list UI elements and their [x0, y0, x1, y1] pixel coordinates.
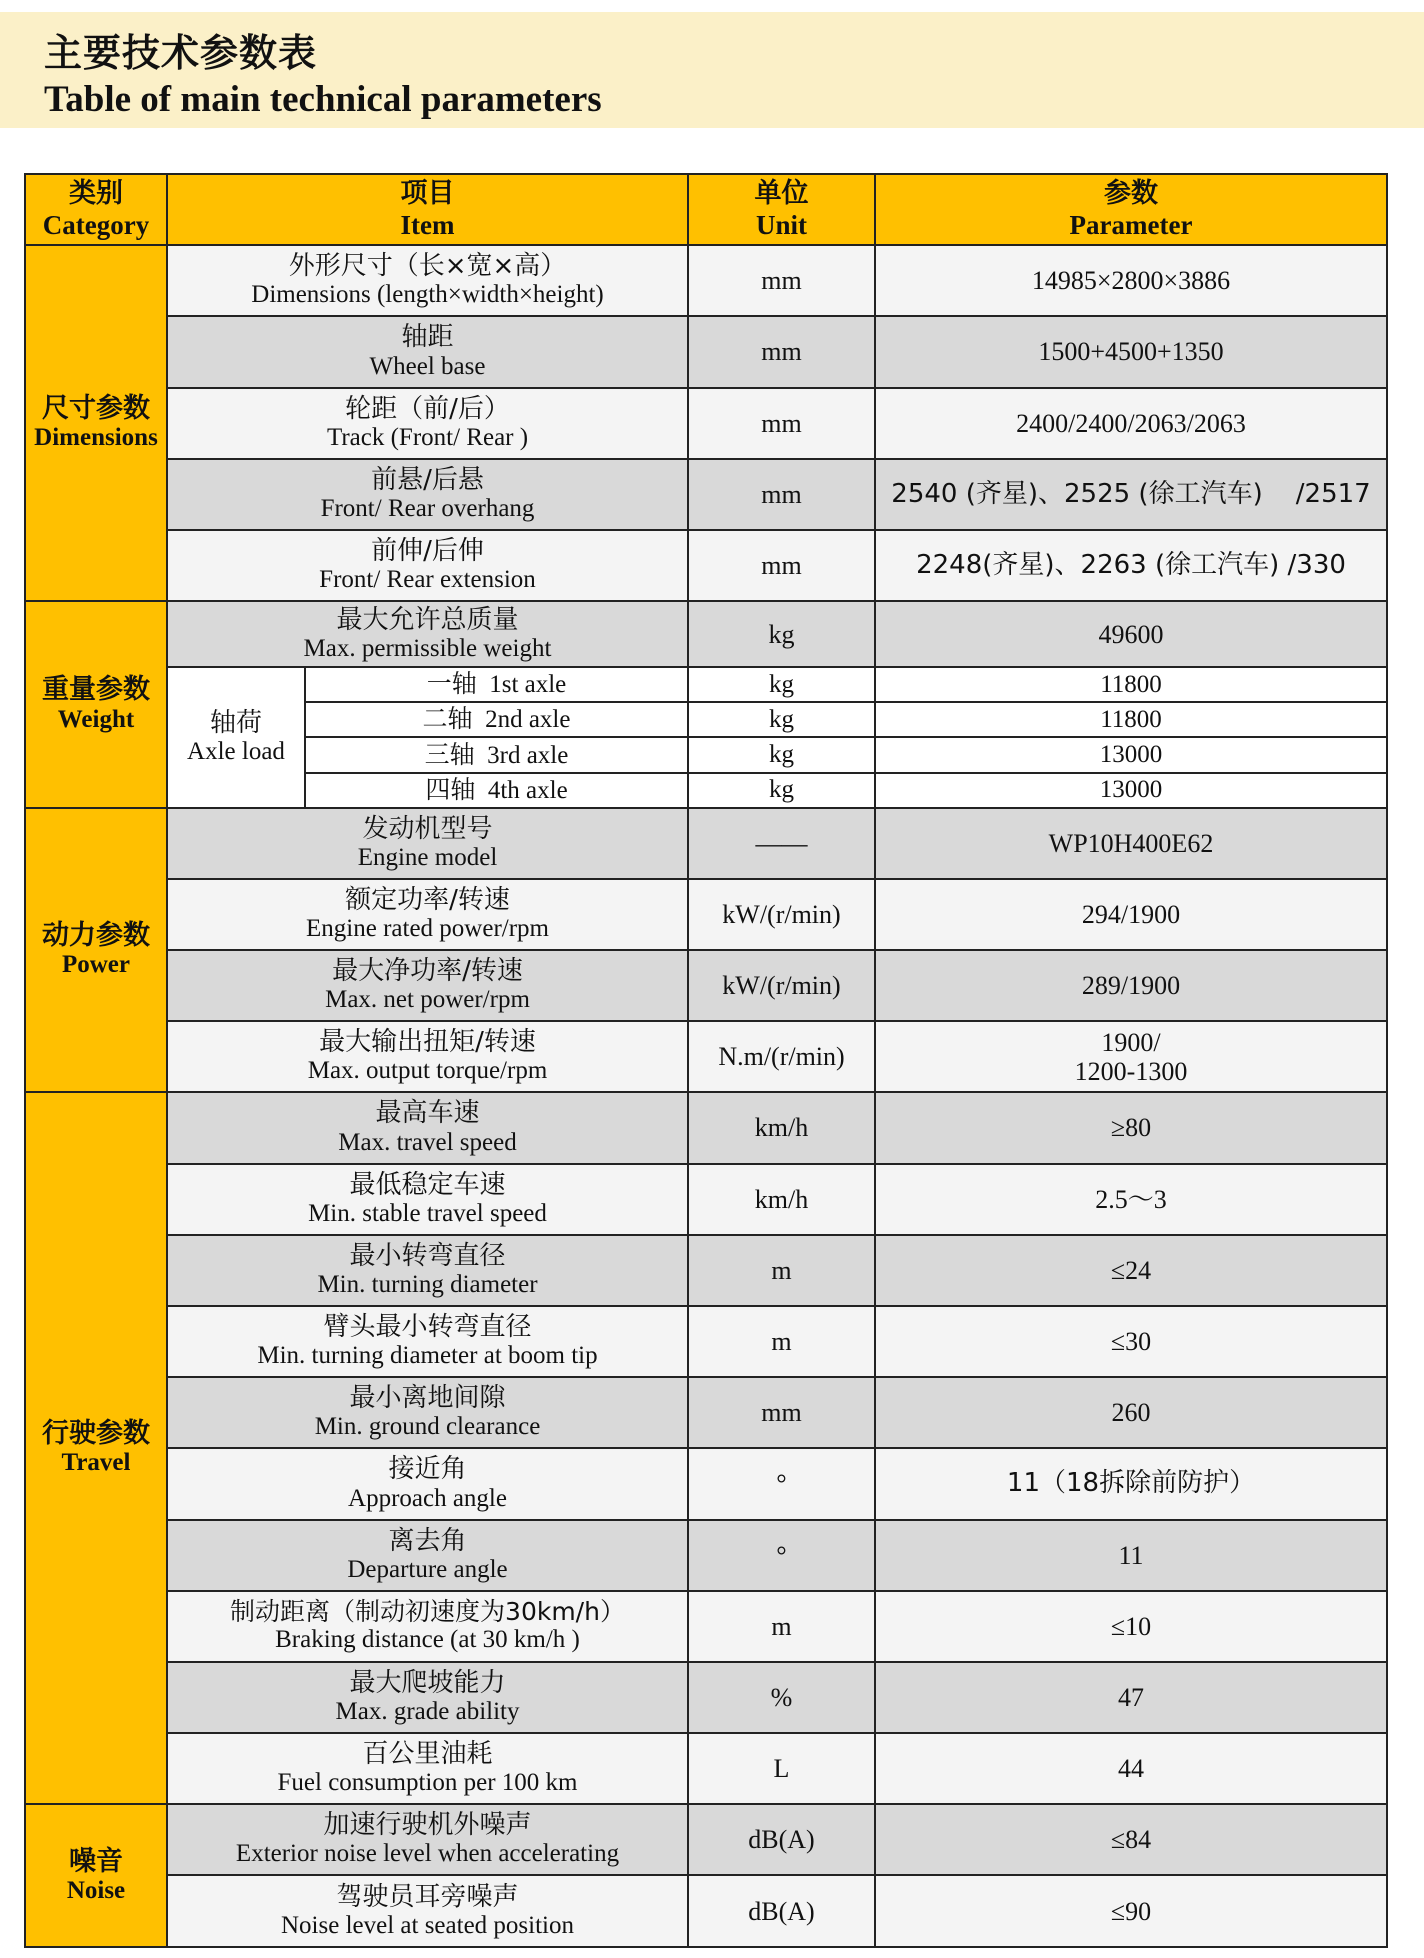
item-cell: [167, 1804, 688, 1875]
axle-load-cn: 轴荷: [209, 707, 262, 738]
unit-cell: kg: [688, 667, 875, 702]
table-row: [25, 1591, 1387, 1662]
item-en: Max. output torque/rpm: [307, 1057, 548, 1085]
item-cell: [167, 245, 688, 316]
page-title-chinese: 主要技术参数表: [44, 31, 318, 75]
header-unit-en: Unit: [755, 209, 807, 240]
table-row: [25, 1377, 1387, 1448]
item-cell: [167, 1448, 688, 1519]
table-row: [25, 950, 1387, 1021]
parameter-value: 11（18拆除前防护）: [1006, 1468, 1256, 1499]
item-en: Engine model: [357, 843, 498, 871]
category-en: Dimensions: [34, 424, 158, 452]
item-en: Max. grade ability: [335, 1698, 520, 1726]
parameter-cell: 14985×2800×3886: [875, 245, 1387, 316]
axle-en: 3rd axle: [487, 741, 569, 769]
item-cell: [167, 1235, 688, 1306]
table-row: [25, 316, 1387, 387]
table-row: [25, 1164, 1387, 1235]
unit-cell: mm: [688, 388, 875, 459]
header-parameter-en: Parameter: [1069, 209, 1193, 240]
table-row: [25, 1662, 1387, 1733]
parameter-cell: WP10H400E62: [875, 808, 1387, 879]
item-en: Front/ Rear extension: [319, 566, 536, 594]
parameter-cell: 2400/2400/2063/2063: [875, 388, 1387, 459]
parameter-cell: ≤90: [875, 1875, 1387, 1947]
category-en: Travel: [61, 1449, 131, 1477]
axle-en: 1st axle: [489, 671, 567, 699]
item-cell: [167, 1377, 688, 1448]
unit-cell: kg: [688, 773, 875, 808]
item-en: Noise level at seated position: [281, 1911, 574, 1939]
item-cell: [167, 879, 688, 950]
item-cn: 最高车速: [375, 1098, 480, 1129]
parameter-cell: 11800: [875, 702, 1387, 737]
unit-cell: N.m/(r/min): [688, 1021, 875, 1092]
table-row: [25, 1875, 1387, 1947]
header-item-en: Item: [400, 209, 455, 240]
item-en: Engine rated power/rpm: [306, 915, 549, 942]
unit-cell: m: [688, 1306, 875, 1377]
item-cell: [167, 601, 688, 667]
category-weight: [25, 601, 167, 808]
unit-cell: kg: [688, 702, 875, 737]
parameter-cell: 1500+4500+1350: [875, 316, 1387, 387]
item-cn: 最大爬坡能力: [349, 1667, 506, 1698]
item-cell: [167, 459, 688, 530]
parameter-cell: 11: [875, 1520, 1387, 1591]
item-en: Min. stable travel speed: [308, 1199, 547, 1227]
table-row: [25, 1733, 1387, 1804]
axle-en: 2nd axle: [485, 706, 571, 734]
table-row: [25, 1804, 1387, 1875]
axle-item: [305, 702, 688, 737]
item-cn: 最小离地间隙: [349, 1383, 506, 1414]
unit-cell: °: [688, 1448, 875, 1519]
category-noise: [25, 1804, 167, 1947]
parameter-cell: 44: [875, 1733, 1387, 1804]
unit-cell: dB(A): [688, 1875, 875, 1947]
axle-cn: 四轴: [425, 774, 476, 804]
item-en: Fuel consumption per 100 km: [277, 1769, 578, 1797]
item-cell: [167, 1662, 688, 1733]
item-en: Track (Front/ Rear ): [326, 423, 529, 451]
header-item: [167, 174, 688, 245]
category-dimensions: [25, 245, 167, 601]
item-en: Departure angle: [347, 1555, 508, 1583]
category-power: [25, 808, 167, 1093]
parameter-cell: ≤84: [875, 1804, 1387, 1875]
item-cn: 驾驶员耳旁噪声: [336, 1881, 519, 1912]
unit-cell: kW/(r/min): [688, 950, 875, 1021]
item-en: Braking distance (at 30 km/h ): [275, 1626, 580, 1654]
item-cell: [167, 388, 688, 459]
category-en: Power: [61, 951, 131, 979]
item-en: Front/ Rear overhang: [320, 494, 535, 522]
table-row: [25, 388, 1387, 459]
unit-cell: kg: [688, 601, 875, 667]
item-en: Min. turning diameter: [317, 1270, 538, 1298]
category-travel: [25, 1092, 167, 1804]
item-cell: [167, 1520, 688, 1591]
header-unit: [688, 174, 875, 245]
item-cn: 离去角: [388, 1525, 467, 1556]
category-cn: 行驶参数: [42, 1418, 150, 1450]
unit-cell: L: [688, 1733, 875, 1804]
item-cell: [167, 1092, 688, 1163]
parameter-cell: [875, 1021, 1387, 1092]
axle-item: [305, 667, 688, 702]
axle-cn: 一轴: [426, 669, 477, 699]
header-unit-cn: 单位: [754, 178, 809, 210]
item-cn: 百公里油耗: [362, 1739, 493, 1770]
unit-cell: dB(A): [688, 1804, 875, 1875]
table-row: [25, 1021, 1387, 1092]
parameter-cell: 47: [875, 1662, 1387, 1733]
parameter-value: 2540 (齐星)、2525 (徐工汽车) /2517: [891, 478, 1371, 509]
parameter-cell: 13000: [875, 737, 1387, 772]
item-cell: [167, 1733, 688, 1804]
item-en: Max. net power/rpm: [325, 986, 530, 1014]
parameter-cell: 289/1900: [875, 950, 1387, 1021]
item-cell: [167, 316, 688, 387]
item-cn: 最大输出扭矩/转速: [319, 1027, 536, 1058]
unit-cell: mm: [688, 530, 875, 601]
unit-cell: mm: [688, 245, 875, 316]
parameter-cell: ≤24: [875, 1235, 1387, 1306]
axle-cn: 二轴: [422, 704, 473, 734]
item-cn: 接近角: [388, 1454, 467, 1485]
table-row: [25, 530, 1387, 601]
category-cn: 重量参数: [42, 674, 150, 706]
unit-cell: km/h: [688, 1164, 875, 1235]
parameter-cell: 260: [875, 1377, 1387, 1448]
header-category: [25, 174, 167, 245]
item-cell: [167, 530, 688, 601]
unit-cell: m: [688, 1591, 875, 1662]
unit-cell: kg: [688, 737, 875, 772]
unit-cell: °: [688, 1520, 875, 1591]
category-cn: 动力参数: [42, 919, 150, 951]
table-row: [25, 808, 1387, 879]
unit-cell: kW/(r/min): [688, 879, 875, 950]
unit-cell: km/h: [688, 1092, 875, 1163]
unit-cell: mm: [688, 1377, 875, 1448]
parameter-cell: ≤30: [875, 1306, 1387, 1377]
item-cell: [167, 1591, 688, 1662]
item-cn: 加速行驶机外噪声: [323, 1810, 532, 1841]
table-row: [25, 1092, 1387, 1163]
table-row: [25, 1448, 1387, 1519]
category-cn: 噪音: [69, 1845, 123, 1877]
parameter-cell: 49600: [875, 601, 1387, 667]
item-cn: 外形尺寸（长×宽×高）: [288, 251, 567, 282]
unit-cell: m: [688, 1235, 875, 1306]
item-en: Wheel base: [369, 352, 486, 380]
header-category-cn: 类别: [69, 178, 123, 210]
axle-load-en: Axle load: [187, 738, 285, 766]
unit-cell: ——: [688, 808, 875, 879]
header-parameter-cn: 参数: [1104, 178, 1158, 210]
item-cn: 最低稳定车速: [349, 1169, 506, 1200]
item-en: Max. travel speed: [338, 1128, 517, 1156]
unit-cell: %: [688, 1662, 875, 1733]
page-title-english: Table of main technical parameters: [44, 79, 602, 120]
unit-cell: mm: [688, 459, 875, 530]
item-en: Exterior noise level when accelerating: [235, 1840, 620, 1868]
axle-item: [305, 737, 688, 772]
category-cn: 尺寸参数: [42, 393, 150, 425]
item-cn: 前伸/后伸: [371, 535, 484, 566]
unit-cell: mm: [688, 316, 875, 387]
category-en: Weight: [57, 705, 135, 733]
parameter-cell: [875, 530, 1387, 601]
item-cn: 制动距离（制动初速度为30km/h）: [230, 1597, 625, 1627]
parameter-value-line2: 1200-1300: [1074, 1056, 1188, 1086]
item-cn: 最大允许总质量: [336, 604, 519, 635]
item-en: Dimensions (length×width×height): [251, 281, 604, 309]
table-row: [25, 459, 1387, 530]
item-cell: [167, 1306, 688, 1377]
parameter-cell: 294/1900: [875, 879, 1387, 950]
header-item-cn: 项目: [400, 178, 455, 210]
item-cn: 额定功率/转速: [345, 884, 510, 915]
item-cell: [167, 1875, 688, 1947]
item-cn: 臂头最小转弯直径: [323, 1312, 532, 1343]
parameter-cell: 2.5～3: [875, 1164, 1387, 1235]
item-en: Min. ground clearance: [314, 1413, 541, 1441]
parameters-table: [24, 173, 1388, 1948]
item-cn: 轮距（前/后）: [345, 393, 510, 424]
item-cell: [167, 950, 688, 1021]
item-cell: [167, 1164, 688, 1235]
parameter-cell: [875, 1448, 1387, 1519]
table-row: [25, 879, 1387, 950]
item-cell: [167, 1021, 688, 1092]
axle-load-group: [167, 667, 305, 807]
parameter-cell: [875, 459, 1387, 530]
item-cn: 最大净功率/转速: [332, 956, 523, 987]
table-row: [25, 1306, 1387, 1377]
header-category-en: Category: [42, 209, 150, 240]
parameter-value-line1: 1900/: [1101, 1027, 1161, 1057]
item-en: Max. permissible weight: [303, 634, 552, 662]
parameter-cell: 13000: [875, 773, 1387, 808]
parameter-cell: ≥80: [875, 1092, 1387, 1163]
axle-item: [305, 773, 688, 808]
axle-cn: 三轴: [424, 739, 475, 769]
item-en: Approach angle: [348, 1484, 507, 1512]
axle-row: [25, 667, 1387, 702]
table-row: [25, 1520, 1387, 1591]
table-row: [25, 1235, 1387, 1306]
table-header-row: [25, 174, 1387, 245]
table-row: [25, 245, 1387, 316]
item-en: Min. turning diameter at boom tip: [257, 1342, 598, 1370]
parameter-cell: ≤10: [875, 1591, 1387, 1662]
item-cell: [167, 808, 688, 879]
header-parameter: [875, 174, 1387, 245]
item-cn: 前悬/后悬: [371, 464, 484, 495]
item-cn: 最小转弯直径: [349, 1240, 506, 1271]
category-en: Noise: [66, 1876, 126, 1904]
parameter-cell: 11800: [875, 667, 1387, 702]
parameter-value: 2248(齐星)、2263 (徐工汽车) /330: [916, 549, 1346, 580]
axle-en: 4th axle: [487, 776, 568, 804]
table-row: [25, 601, 1387, 667]
item-cn: 发动机型号: [362, 813, 493, 844]
item-cn: 轴距: [401, 322, 454, 353]
